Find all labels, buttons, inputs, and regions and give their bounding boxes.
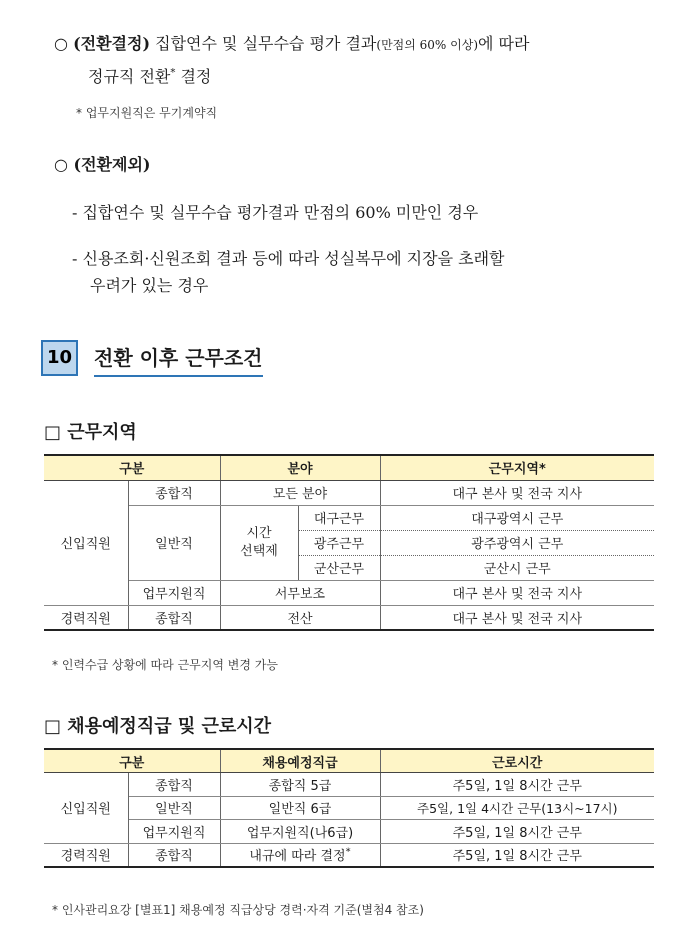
section-number-badge: 10 — [41, 340, 78, 376]
exclusion-item-1: - 집합연수 및 실무수습 평가결과 만점의 60% 미만인 경우 — [72, 203, 479, 222]
table-row: 일반직 일반직 6급 주5일, 1일 4시간 근무(13시~17시) — [44, 796, 654, 820]
table-row: 경력직원 종합직 전산 대구 본사 및 전국 지사 — [44, 605, 654, 630]
section-title: 전환 이후 근무조건 — [94, 342, 263, 377]
table-row: 광주근무 광주광역시 근무 — [44, 530, 654, 555]
header-category: 구분 — [44, 749, 220, 773]
bullet: ○ — [54, 34, 68, 53]
header-category: 구분 — [44, 455, 220, 480]
header-hours: 근로시간 — [380, 749, 654, 773]
career-staff-cell: 경력직원 — [44, 843, 128, 867]
exclusion-item-2-cont: 우려가 있는 경우 — [90, 276, 209, 295]
career-staff-cell: 경력직원 — [44, 605, 128, 630]
table-row: 군산근무 군산시 근무 — [44, 555, 654, 580]
table-row: 신입직원 종합직 모든 분야 대구 본사 및 전국 지사 — [44, 480, 654, 505]
exclusion-item-2: - 신용조회·신원조회 결과 등에 따라 성실복무에 지장을 초래할 — [72, 249, 505, 268]
footnote-hr-rules: * 인사관리요강 [별표1] 채용예정 직급상당 경력·자격 기준(별첨4 참조) — [52, 903, 424, 917]
footnote-region-change: * 인력수급 상황에 따라 근무지역 변경 가능 — [52, 658, 278, 672]
table-row: 업무지원직 업무지원직(나6급) 주5일, 1일 8시간 근무 — [44, 820, 654, 844]
header-grade: 채용예정직급 — [220, 749, 380, 773]
new-staff-cell: 신입직원 — [44, 480, 128, 605]
header-field: 분야 — [220, 455, 380, 480]
table-row: 신입직원 종합직 종합직 5급 주5일, 1일 8시간 근무 — [44, 773, 654, 797]
conversion-decision-paragraph: ○ (전환결정) 집합연수 및 실무수습 평가 결과(만점의 60% 이상)에 따라 — [54, 34, 530, 53]
footnote-support-staff: * 업무지원직은 무기계약직 — [76, 106, 218, 120]
grade-hours-table — [44, 748, 654, 868]
conversion-decision-label: (전환결정) — [73, 34, 151, 53]
table-row: 업무지원직 서무보조 대구 본사 및 전국 지사 — [44, 580, 654, 605]
table-row: 경력직원 종합직 내규에 따라 결정* 주5일, 1일 8시간 근무 — [44, 843, 654, 867]
header-region: 근무지역* — [380, 455, 654, 480]
conversion-decision-line2: 정규직 전환* 결정 — [88, 67, 212, 86]
conversion-exclusion-heading: ○ (전환제외) — [54, 155, 151, 174]
grade-hours-heading: □ 채용예정직급 및 근로시간 — [44, 716, 272, 737]
new-staff-cell: 신입직원 — [44, 773, 128, 844]
work-region-heading: □ 근무지역 — [44, 422, 137, 443]
table-row: 일반직 시간 선택제 대구근무 대구광역시 근무 — [44, 505, 654, 530]
work-region-table — [44, 454, 654, 631]
